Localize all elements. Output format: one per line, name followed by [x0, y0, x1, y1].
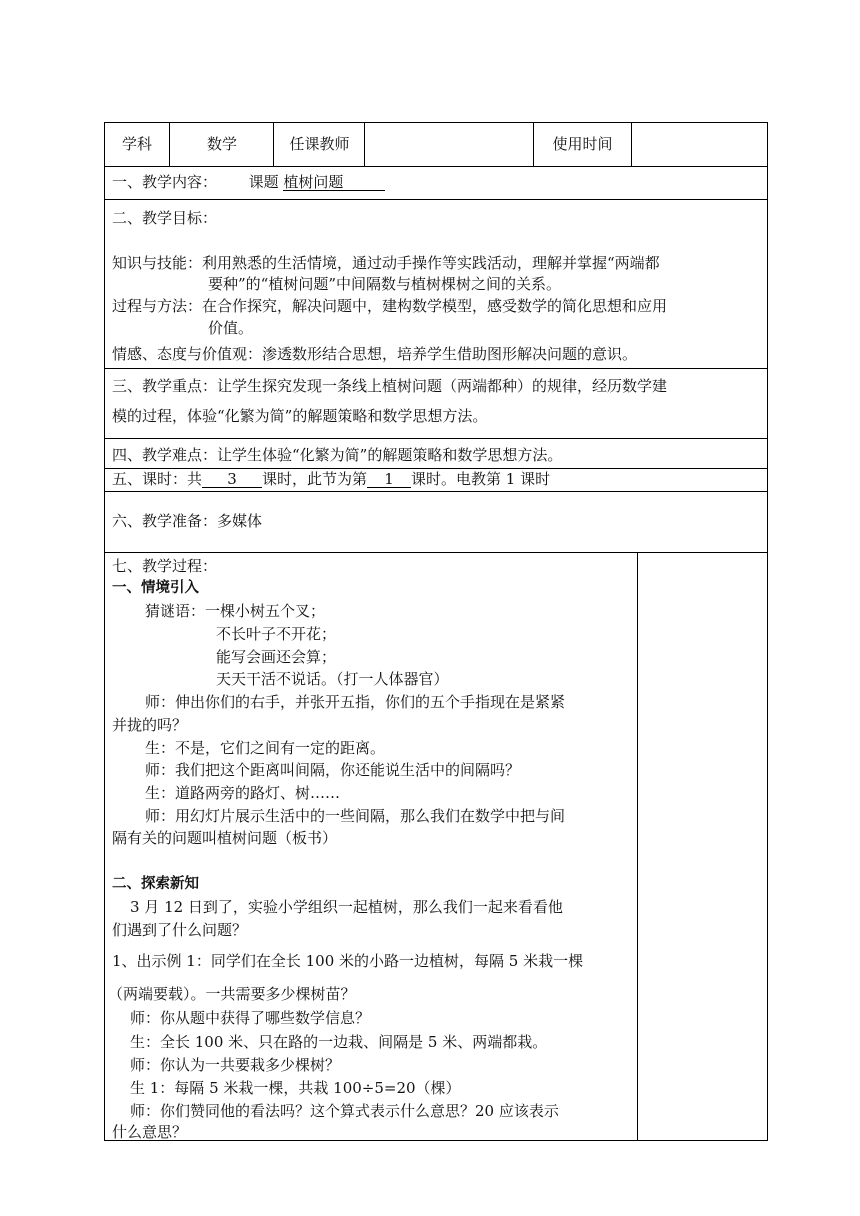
- goal-process-line: 价值。: [208, 319, 254, 337]
- row-divider: [104, 199, 768, 200]
- border-right: [767, 122, 768, 1141]
- dialogue-line: 师：我们把这个距离叫间隔，你还能说生活中的间隔吗？: [145, 761, 521, 779]
- teacher-label: 任课教师: [289, 135, 350, 153]
- subject-value: 数学: [206, 135, 237, 153]
- section1-title: 一、情境引入: [112, 580, 199, 596]
- topic-value: 植树问题: [283, 174, 385, 191]
- periods-total: 3: [202, 471, 262, 488]
- periods-line: 五、课时：共 3 课时，此节为第 1 课时。电教第 1 课时: [112, 470, 551, 488]
- row-divider: [104, 438, 768, 439]
- goal-process-line: 过程与方法：在合作探究，解决问题中，建构数学模型，感受数学的简化思想和应用: [112, 297, 668, 315]
- riddle-line: 不长叶子不开花；: [216, 625, 337, 643]
- topic-prefix: 课题: [248, 173, 279, 191]
- goal-knowledge-line: 知识与技能：利用熟悉的生活情境，通过动手操作等实践活动，理解并掌握“两端都: [112, 254, 660, 272]
- periods-current: 1: [367, 471, 411, 488]
- header-divider: [631, 122, 632, 167]
- content-label: 一、教学内容：: [112, 173, 218, 191]
- dialogue-line: 师：伸出你们的右手，并张开五指，你们的五个手指现在是紧紧: [145, 693, 566, 711]
- riddle-line: 天天干活不说话。（打一人体器官）: [216, 670, 449, 688]
- border-top: [104, 122, 768, 123]
- row-divider: [104, 552, 768, 553]
- process-column-divider: [637, 552, 638, 1141]
- row-divider: [104, 368, 768, 369]
- dialogue-line: 师：你们赞同他的看法吗？这个算式表示什么意思？20 应该表示: [130, 1102, 559, 1120]
- dialogue-line: 生：道路两旁的路灯、树……: [145, 784, 341, 802]
- goal-emotion-line: 情感、态度与价值观：渗透数形结合思想，培养学生借助图形解决问题的意识。: [112, 345, 638, 363]
- riddle-line: 能写会画还会算；: [216, 648, 337, 666]
- riddle-line: 猜谜语：一棵小树五个叉；: [145, 602, 326, 620]
- preparation-line: 六、教学准备：多媒体: [112, 512, 263, 530]
- dialogue-line: 隔有关的问题叫植树问题（板书）: [112, 829, 338, 847]
- dialogue-line: 生：全长 100 米、只在路的一边栽、间隔是 5 米、两端都栽。: [130, 1033, 548, 1051]
- dialogue-line: 师：你认为一共要栽多少棵树？: [130, 1056, 341, 1074]
- time-label: 使用时间: [552, 135, 613, 153]
- process-title: 七、教学过程：: [112, 557, 218, 575]
- dialogue-line: 师：用幻灯片展示生活中的一些间隔，那么我们在数学中把与间: [145, 807, 566, 825]
- difficulty-line: 四、教学难点：让学生体验“化繁为简”的解题策略和数学思想方法。: [112, 446, 563, 464]
- row-divider: [104, 491, 768, 492]
- row-divider: [104, 166, 768, 167]
- dialogue-line: 并拢的吗？: [112, 716, 188, 734]
- key-points-line: 三、教学重点：让学生探究发现一条线上植树问题（两端都种）的规律，经历数学建: [112, 377, 668, 395]
- dialogue-line: 生 1：每隔 5 米栽一棵，共栽 100÷5=20（棵）: [130, 1079, 461, 1097]
- dialogue-line: 生：不是，它们之间有一定的距离。: [145, 739, 386, 757]
- section2-title: 二、探索新知: [112, 876, 199, 892]
- key-points-line: 模的过程，体验“化繁为简”的解题策略和数学思想方法。: [112, 407, 488, 425]
- border-left: [104, 122, 105, 1141]
- content-row: [112, 172, 385, 192]
- intro-line: 3 月 12 日到了，实验小学组织一起植树，那么我们一起来看看他: [130, 898, 563, 916]
- example-line: （两端要载）。一共需要多少棵树苗？: [108, 985, 356, 1003]
- example-line: 1、出示例 1：同学们在全长 100 米的小路一边植树，每隔 5 米栽一棵: [112, 952, 584, 970]
- dialogue-line: 师：你从题中获得了哪些数学信息？: [130, 1009, 371, 1027]
- subject-label: 学科: [121, 135, 152, 153]
- border-bottom: [104, 1140, 768, 1141]
- dialogue-line: 什么意思？: [112, 1123, 188, 1141]
- goal-knowledge-line: 要种”的“植树问题”中间隔数与植树棵树之间的关系。: [208, 275, 562, 293]
- intro-line: 们遇到了什么问题？: [112, 921, 248, 939]
- goals-title: 二、教学目标：: [112, 209, 218, 227]
